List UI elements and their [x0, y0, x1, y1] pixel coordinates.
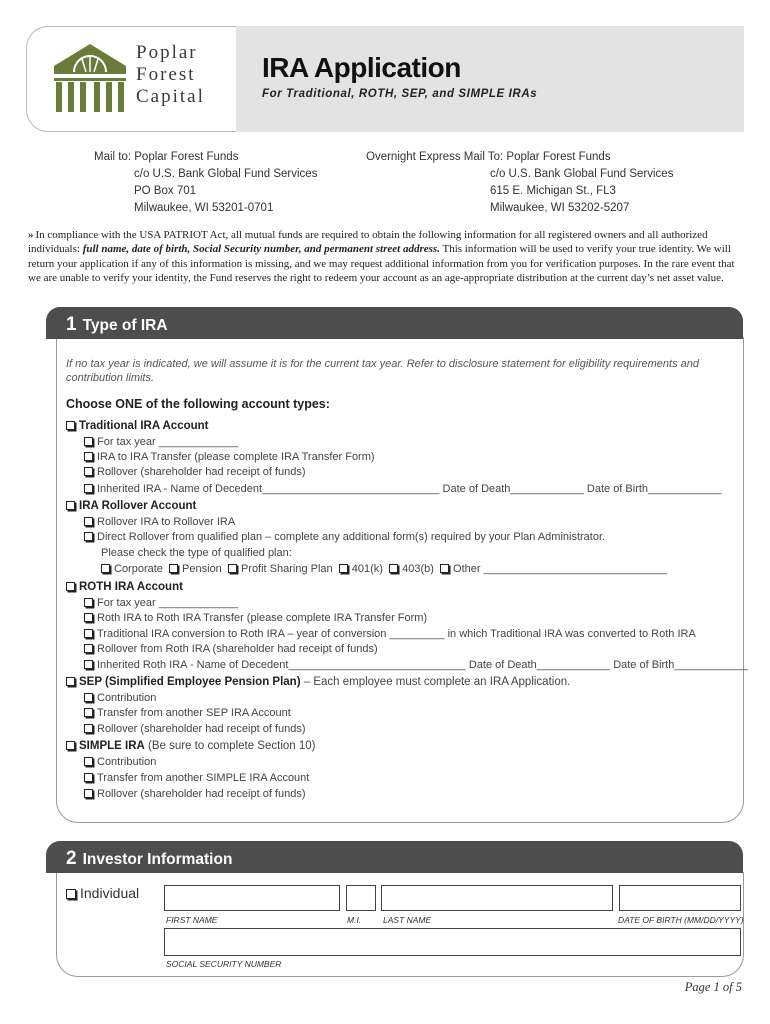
sep-ira-note: – Each employee must complete an IRA Application.	[300, 676, 571, 688]
option-label: Transfer from another SIMPLE IRA Account	[97, 772, 310, 784]
rollover-to-rollover-option[interactable]	[84, 516, 235, 528]
first-name-label: FIRST NAME	[166, 915, 218, 925]
plan-other[interactable]	[440, 563, 667, 575]
roth-conversion-option[interactable]	[84, 628, 696, 640]
checkbox-icon[interactable]	[84, 598, 93, 607]
checkbox-icon[interactable]	[169, 564, 178, 573]
roth-ira-option[interactable]	[66, 581, 183, 593]
logo-wordmark	[136, 42, 205, 108]
plan-type-options	[101, 563, 667, 575]
individual-label: Individual	[80, 885, 140, 901]
simple-contribution-option[interactable]	[84, 756, 156, 768]
option-label: Contribution	[97, 692, 157, 704]
section-1-title: Type of IRA	[82, 317, 168, 334]
traditional-inherited-option[interactable]	[84, 483, 721, 495]
logo-line-1: Poplar	[136, 42, 198, 63]
option-label: Profit Sharing Plan	[240, 563, 333, 575]
checkbox-icon[interactable]	[84, 773, 93, 782]
checkbox-icon[interactable]	[84, 757, 93, 766]
mail-address	[94, 149, 317, 217]
traditional-ira-option[interactable]	[66, 420, 209, 432]
traditional-tax-year-option[interactable]	[84, 436, 238, 448]
checkbox-icon[interactable]	[440, 564, 449, 573]
checkbox-icon[interactable]	[66, 889, 76, 899]
option-label: Pension	[182, 563, 222, 575]
section-1-header	[46, 307, 743, 339]
section-1-number: 1	[66, 314, 77, 335]
option-label: Rollover (shareholder had receipt of funds)	[97, 723, 306, 735]
checkbox-icon[interactable]	[66, 677, 75, 686]
choose-instruction: Choose ONE of the following account types:	[66, 397, 330, 411]
option-label: IRA to IRA Transfer (please complete IRA Transfer Form)	[97, 451, 375, 463]
simple-ira-note: (Be sure to complete Section 10)	[144, 740, 316, 752]
mail-line-2: PO Box 701	[134, 185, 197, 197]
middle-initial-field[interactable]	[346, 885, 376, 911]
checkbox-icon[interactable]	[84, 708, 93, 717]
roth-inherited-option[interactable]	[84, 659, 748, 671]
option-label: For tax year _____________	[97, 436, 239, 448]
checkbox-icon[interactable]	[84, 517, 93, 526]
option-label: Rollover from Roth IRA (shareholder had receipt of funds)	[97, 643, 378, 655]
overnight-address	[366, 149, 673, 217]
last-name-label: LAST NAME	[383, 915, 432, 925]
last-name-field[interactable]	[381, 885, 613, 911]
checkbox-icon[interactable]	[339, 564, 348, 573]
option-label: Rollover (shareholder had receipt of funds)	[97, 788, 306, 800]
sep-transfer-option[interactable]	[84, 707, 291, 719]
option-label: Rollover (shareholder had receipt of funds)	[97, 466, 306, 478]
checkbox-icon[interactable]	[84, 644, 93, 653]
section-2-header	[46, 841, 743, 873]
sep-contribution-option[interactable]	[84, 692, 156, 704]
middle-initial-label: M.I.	[347, 915, 362, 925]
overnight-line-2: 615 E. Michigan St., FL3	[490, 185, 616, 197]
checkbox-icon[interactable]	[66, 741, 75, 750]
option-label: Other ______________________________	[453, 563, 668, 575]
option-label: Roth IRA to Roth IRA Transfer (please complete IRA Transfer Form)	[97, 612, 428, 624]
plan-corporate[interactable]	[101, 563, 163, 575]
overnight-line-3: Milwaukee, WI 53202-5207	[490, 202, 630, 214]
checkbox-icon[interactable]	[84, 660, 93, 669]
first-name-field[interactable]	[164, 885, 340, 911]
simple-ira-label: SIMPLE IRA	[79, 740, 145, 752]
checkbox-icon[interactable]	[84, 629, 93, 638]
checkbox-icon[interactable]	[66, 582, 75, 591]
option-label: Inherited IRA - Name of Decedent_____________________________ Date of Death____________ Date of Birth____________	[97, 483, 722, 495]
page-title: IRA Application	[262, 52, 461, 83]
section-2-number: 2	[66, 848, 77, 869]
mail-line-1: c/o U.S. Bank Global Fund Services	[134, 168, 318, 180]
patriot-act-notice	[28, 228, 744, 285]
plan-profit-sharing[interactable]	[228, 563, 333, 575]
checkbox-icon[interactable]	[84, 789, 93, 798]
sep-ira-label: SEP (Simplified Employee Pension Plan)	[79, 676, 301, 688]
checkbox-icon[interactable]	[389, 564, 398, 573]
ssn-field[interactable]	[164, 928, 741, 956]
sep-rollover-option[interactable]	[84, 723, 306, 735]
plan-403b[interactable]	[389, 563, 434, 575]
overnight-label: Overnight Express Mail To: Poplar Forest Funds	[366, 151, 611, 163]
logo-line-3: Capital	[136, 86, 205, 107]
roth-ira-label: ROTH IRA Account	[79, 581, 183, 593]
page-number: Page 1 of 5	[684, 980, 742, 994]
checkbox-icon[interactable]	[66, 501, 75, 510]
checkbox-icon[interactable]	[84, 452, 93, 461]
chevron-icon: »	[28, 229, 34, 241]
mail-line-3: Milwaukee, WI 53201-0701	[134, 202, 274, 214]
tax-year-note: If no tax year is indicated, we will assume it is for the current tax year. Refer to disclosure statement for eligibility requirements and contribution limits.	[66, 358, 699, 384]
plan-401k[interactable]	[339, 563, 383, 575]
ssn-label: SOCIAL SECURITY NUMBER	[166, 959, 282, 969]
direct-rollover-option[interactable]	[84, 531, 605, 543]
notice-text-1: In compliance with the USA PATRIOT Act, all mutual funds are required to obtain the following information for all registered owners and all authorized individuals:	[28, 229, 708, 256]
checkbox-icon[interactable]	[84, 437, 93, 446]
mail-label: Mail to: Poplar Forest Funds	[94, 151, 239, 163]
section-2-title: Investor Information	[82, 851, 233, 868]
option-label: Inherited Roth IRA - Name of Decedent_____________________________ Date of Death____________ Date of Birth____________	[97, 659, 748, 671]
checkbox-icon[interactable]	[66, 421, 75, 430]
checkbox-icon[interactable]	[101, 564, 110, 573]
notice-text-2: This information will be used to verify your true identity. We will return your application if any of this information is missing, and we may request additional information from you for verification purposes. In the rare event that we are unable to verify your identity, the Fund reserves the right to redeem your account as an age-appropriate distribution at the current day’s net asset value.	[28, 243, 735, 284]
individual-option[interactable]	[66, 885, 139, 901]
option-label: Transfer from another SEP IRA Account	[97, 707, 291, 719]
logo-line-2: Forest	[136, 64, 196, 85]
roth-transfer-option[interactable]	[84, 612, 427, 624]
date-of-birth-field[interactable]	[619, 885, 741, 911]
checkbox-icon[interactable]	[84, 484, 93, 493]
option-label: 401(k)	[351, 563, 383, 575]
traditional-transfer-option[interactable]	[84, 451, 375, 463]
sep-ira-option[interactable]	[66, 676, 570, 688]
option-label: Contribution	[97, 756, 157, 768]
option-label: For tax year _____________	[97, 597, 239, 609]
building-columns-icon	[54, 42, 126, 114]
plan-type-prompt: Please check the type of qualified plan:	[101, 547, 292, 559]
overnight-line-1: c/o U.S. Bank Global Fund Services	[490, 168, 674, 180]
traditional-rollover-option[interactable]	[84, 466, 306, 478]
option-label: Traditional IRA conversion to Roth IRA – year of conversion _________ in which Traditional IRA was converted to Roth IRA	[97, 628, 696, 640]
option-label: 403(b)	[402, 563, 434, 575]
roth-rollover-option[interactable]	[84, 643, 378, 655]
checkbox-icon[interactable]	[84, 724, 93, 733]
option-label: Rollover IRA to Rollover IRA	[97, 516, 236, 528]
option-label: Corporate	[114, 563, 163, 575]
checkbox-icon[interactable]	[228, 564, 237, 573]
rollover-ira-label: IRA Rollover Account	[79, 500, 197, 512]
notice-required-info: full name, date of birth, Social Security number, and permanent street address.	[82, 243, 440, 256]
plan-pension[interactable]	[169, 563, 222, 575]
checkbox-icon[interactable]	[84, 532, 93, 541]
checkbox-icon[interactable]	[84, 693, 93, 702]
rollover-ira-option[interactable]	[66, 500, 196, 512]
simple-ira-option[interactable]	[66, 740, 315, 752]
page-subtitle: For Traditional, ROTH, SEP, and SIMPLE IRAs	[262, 88, 538, 100]
date-of-birth-label: DATE OF BIRTH (MM/DD/YYYY)	[618, 915, 744, 925]
simple-transfer-option[interactable]	[84, 772, 309, 784]
checkbox-icon[interactable]	[84, 613, 93, 622]
checkbox-icon[interactable]	[84, 467, 93, 476]
traditional-ira-label: Traditional IRA Account	[79, 420, 209, 432]
option-label: Direct Rollover from qualified plan – complete any additional form(s) required by your Plan Administrator.	[97, 531, 606, 543]
roth-tax-year-option[interactable]	[84, 597, 238, 609]
simple-rollover-option[interactable]	[84, 788, 306, 800]
